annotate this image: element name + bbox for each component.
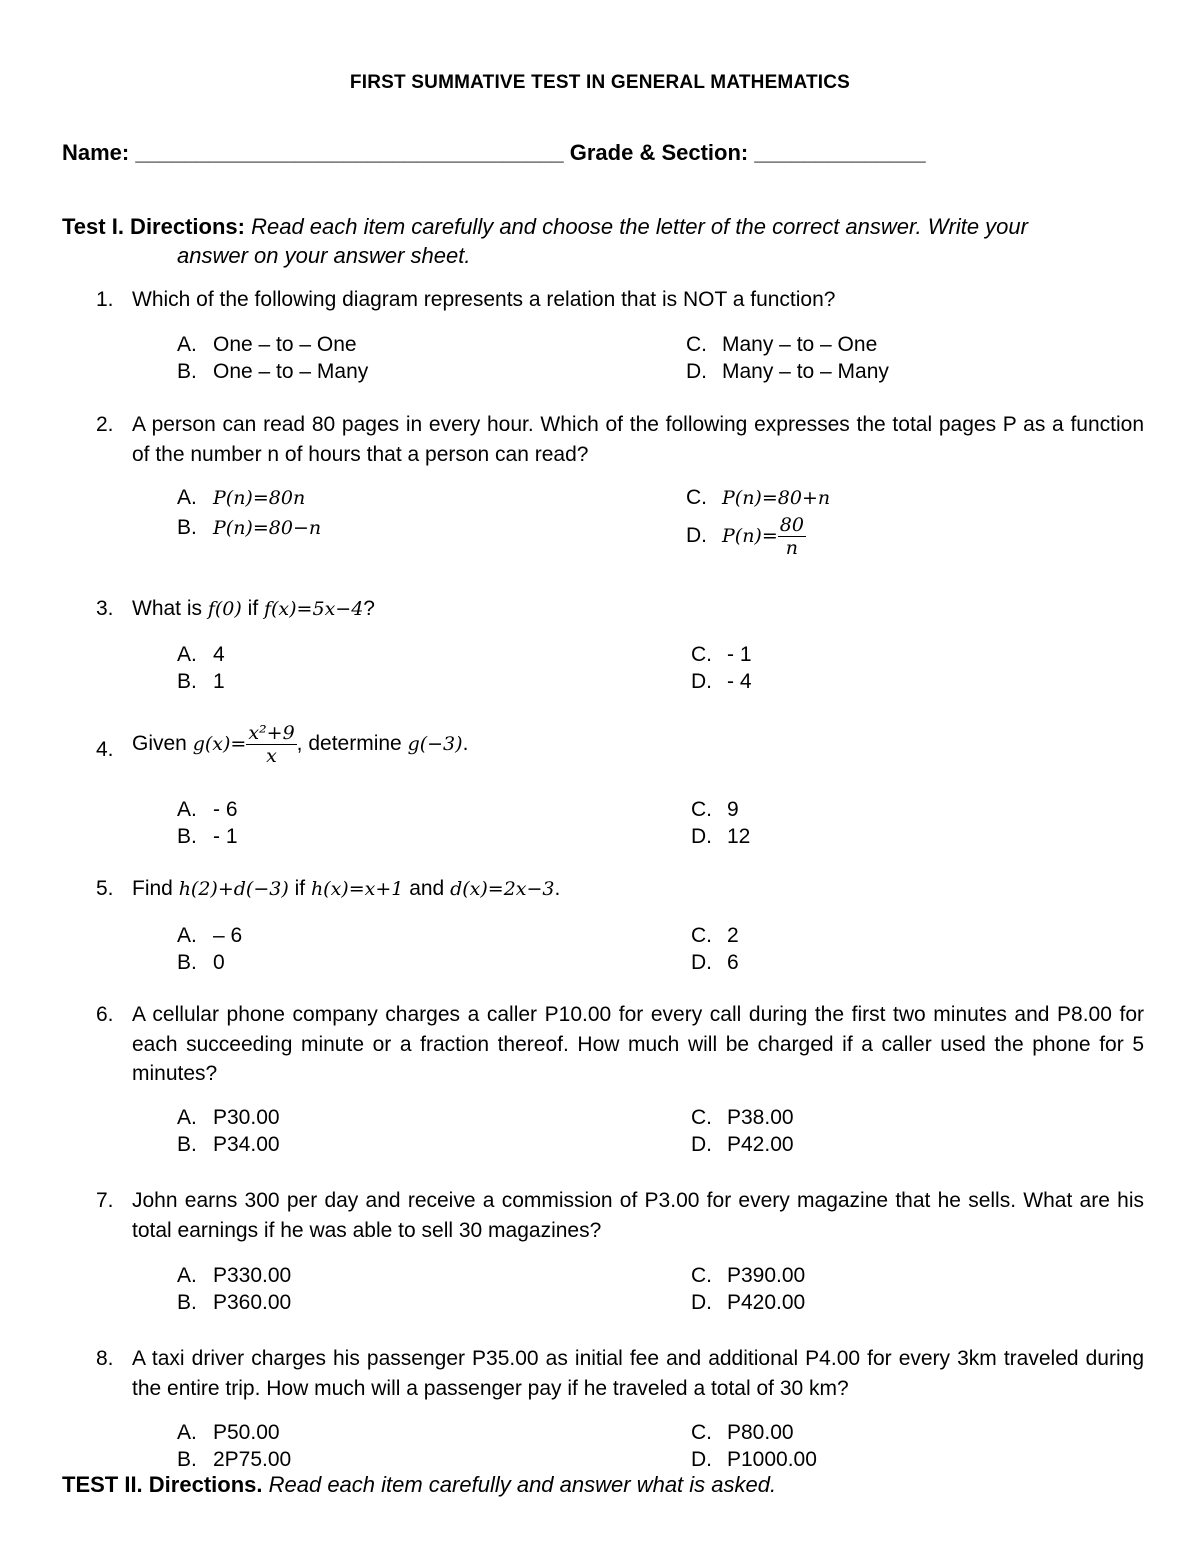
option-letter: B. <box>177 825 197 848</box>
question-text <box>132 874 1144 905</box>
question-number: 1. <box>96 288 114 311</box>
option-d <box>686 358 889 385</box>
test1-directions-cont: answer on your answer sheet. <box>177 243 471 268</box>
option-text: P30.00 <box>213 1106 280 1129</box>
option-b <box>177 1131 280 1158</box>
fraction-denominator: x <box>266 745 277 767</box>
question-8 <box>96 1344 1144 1403</box>
option-c <box>691 1104 794 1131</box>
option-letter: B. <box>177 1133 197 1156</box>
text-segment: Given <box>132 732 193 756</box>
option-b <box>177 1289 291 1316</box>
option-letter: D. <box>686 360 707 383</box>
option-letter: B. <box>177 1291 197 1314</box>
question-text: A person can read 80 pages in every hour. Which of the following expresses the total pages P as a function of the number n of hours that a person can read? <box>132 413 1144 466</box>
fraction <box>778 514 806 559</box>
option-letter: A. <box>177 1106 197 1129</box>
option-letter: C. <box>686 486 707 509</box>
question-5 <box>96 874 1144 905</box>
option-text: One – to – One <box>213 333 357 356</box>
test1-label: Test I. Directions: <box>62 214 245 239</box>
question-text: John earns 300 per day and receive a commission of P3.00 for every magazine that he sells. What are his total earnings if he was able to sell 30 magazines? <box>132 1189 1144 1242</box>
math-expression: f(0) <box>207 598 242 620</box>
question-text: A taxi driver charges his passenger P35.00 as initial fee and additional P4.00 for every 3km traveled during the entire trip. How much will a passenger pay if he traveled a total of 30 km? <box>132 1347 1144 1400</box>
option-text: - 4 <box>727 670 752 693</box>
text-segment: ? <box>363 597 375 620</box>
test1-directions <box>62 212 1144 270</box>
option-letter: D. <box>691 951 712 974</box>
option-d <box>691 823 750 850</box>
test2-label: TEST II. Directions. <box>62 1472 263 1497</box>
option-text: P330.00 <box>213 1264 292 1287</box>
text-segment: , determine <box>296 732 408 756</box>
text-segment: . <box>462 732 469 756</box>
option-letter: D. <box>691 825 712 848</box>
option-d <box>691 949 739 976</box>
grade-section-blank: ______________ <box>754 140 926 165</box>
option-math: P(n)=80−n <box>213 517 322 539</box>
question-number: 8. <box>96 1347 114 1370</box>
question-number: 3. <box>96 597 114 620</box>
option-letter: D. <box>691 670 712 693</box>
option-a <box>177 331 357 358</box>
question-1 <box>96 285 1144 315</box>
option-text: One – to – Many <box>213 360 369 383</box>
option-d <box>691 1289 805 1316</box>
option-b <box>177 949 225 976</box>
option-letter: C. <box>691 1264 712 1287</box>
option-b <box>177 514 321 542</box>
option-d <box>691 1446 817 1473</box>
option-c <box>691 1262 805 1289</box>
math-expression: h(x)=x+1 <box>310 878 404 900</box>
option-a <box>177 484 305 512</box>
name-blank: ___________________________________ <box>135 140 564 165</box>
option-letter: B. <box>177 670 197 693</box>
question-text: A cellular phone company charges a caller P10.00 for every call during the first two minutes and P8.00 for each succeeding minute or a fraction thereof. How much will be charged if a caller used the phone for 5 minutes? <box>132 1003 1144 1085</box>
option-text: - 1 <box>727 643 752 666</box>
option-text: P1000.00 <box>727 1448 817 1471</box>
fraction <box>246 722 296 767</box>
option-text: - 1 <box>213 825 238 848</box>
math-expression: g(x)= <box>192 733 247 756</box>
option-d <box>686 514 806 559</box>
option-a <box>177 922 242 949</box>
question-7 <box>96 1186 1144 1245</box>
fraction-denominator: n <box>785 537 798 559</box>
question-number: 4. <box>96 738 114 761</box>
option-letter: A. <box>177 1421 197 1444</box>
option-letter: D. <box>691 1448 712 1471</box>
option-a <box>177 1419 280 1446</box>
option-letter: A. <box>177 333 197 356</box>
option-letter: C. <box>691 798 712 821</box>
option-letter: B. <box>177 516 197 539</box>
fraction-numerator: x²+9 <box>248 722 295 744</box>
option-text: P420.00 <box>727 1291 806 1314</box>
option-text: - 6 <box>213 798 238 821</box>
text-segment: if <box>241 597 264 620</box>
option-d <box>691 1131 794 1158</box>
question-3 <box>96 594 1144 625</box>
option-letter: A. <box>177 798 197 821</box>
option-letter: C. <box>686 333 707 356</box>
option-text: Many – to – Many <box>722 360 889 383</box>
option-text: P34.00 <box>213 1133 280 1156</box>
question-number: 5. <box>96 877 114 900</box>
option-text: 6 <box>727 951 739 974</box>
test2-directions <box>62 1472 776 1498</box>
option-math: P(n)=80n <box>213 487 306 509</box>
question-text <box>132 594 1144 625</box>
option-a <box>177 641 225 668</box>
option-text: P38.00 <box>727 1106 794 1129</box>
text-segment: . <box>554 877 561 900</box>
math-expression: d(x)=2x−3 <box>450 878 555 900</box>
option-text: P80.00 <box>727 1421 794 1444</box>
question-number: 7. <box>96 1189 114 1212</box>
test2-directions-text: Read each item carefully and answer what is asked. <box>268 1472 777 1497</box>
option-letter: A. <box>177 486 197 509</box>
option-b <box>177 1446 291 1473</box>
option-letter: A. <box>177 643 197 666</box>
name-grade-line <box>62 140 926 166</box>
question-6 <box>96 1000 1144 1089</box>
option-b <box>177 823 238 850</box>
option-text: 0 <box>213 951 225 974</box>
option-letter: C. <box>691 1106 712 1129</box>
option-a <box>177 1104 280 1131</box>
option-letter: D. <box>691 1291 712 1314</box>
question-4 <box>96 722 1144 767</box>
question-number: 2. <box>96 413 114 436</box>
option-text: P390.00 <box>727 1264 806 1287</box>
question-text <box>132 722 1144 767</box>
option-letter: D. <box>686 524 707 548</box>
name-label: Name: <box>62 140 130 165</box>
grade-section-label: Grade & Section: <box>569 140 749 165</box>
option-letter: C. <box>691 1421 712 1444</box>
math-expression: g(−3) <box>407 733 463 756</box>
option-letter: C. <box>691 643 712 666</box>
option-text: P50.00 <box>213 1421 280 1444</box>
option-text: 4 <box>213 643 225 666</box>
option-text: 2P75.00 <box>213 1448 292 1471</box>
math-expression: h(2)+d(−3) <box>178 878 289 900</box>
test1-directions-text: Read each item carefully and choose the letter of the correct answer. Write your <box>251 214 1028 239</box>
option-text: 9 <box>727 798 739 821</box>
text-segment: if <box>288 877 311 900</box>
option-c <box>691 641 752 668</box>
option-letter: C. <box>691 924 712 947</box>
text-segment: Find <box>132 877 179 900</box>
option-letter: B. <box>177 951 197 974</box>
option-a <box>177 1262 291 1289</box>
option-b <box>177 668 225 695</box>
option-a <box>177 796 238 823</box>
option-math: P(n)= <box>722 525 778 548</box>
option-letter: B. <box>177 360 197 383</box>
text-segment: What is <box>132 597 208 620</box>
option-text: Many – to – One <box>722 333 878 356</box>
question-number: 6. <box>96 1003 114 1026</box>
option-c <box>686 331 877 358</box>
option-c <box>691 1419 794 1446</box>
option-letter: A. <box>177 1264 197 1287</box>
page-title: FIRST SUMMATIVE TEST IN GENERAL MATHEMATICS <box>349 72 851 93</box>
option-math: P(n)=80+n <box>722 487 831 509</box>
option-c <box>691 796 739 823</box>
option-c <box>691 922 739 949</box>
question-2 <box>96 410 1144 469</box>
text-segment: and <box>403 877 451 900</box>
option-letter: A. <box>177 924 197 947</box>
option-text: – 6 <box>213 924 243 947</box>
option-d <box>691 668 752 695</box>
option-b <box>177 358 368 385</box>
option-text: P360.00 <box>213 1291 292 1314</box>
option-text: 2 <box>727 924 739 947</box>
option-letter: D. <box>691 1133 712 1156</box>
math-expression: f(x)=5x−4 <box>263 598 364 620</box>
fraction-numerator: 80 <box>779 514 804 536</box>
option-text: P42.00 <box>727 1133 794 1156</box>
option-letter: B. <box>177 1448 197 1471</box>
question-text: Which of the following diagram represents a relation that is NOT a function? <box>132 288 836 311</box>
option-c <box>686 484 830 512</box>
option-text: 12 <box>727 825 751 848</box>
option-text: 1 <box>213 670 225 693</box>
